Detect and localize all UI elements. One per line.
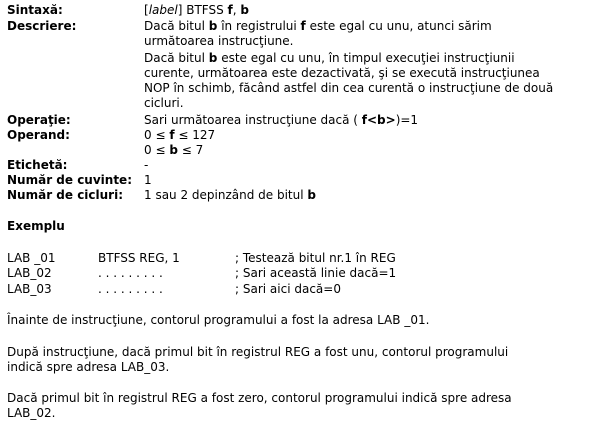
description-line: cicluri. [144, 96, 184, 110]
syntax-label: label [148, 3, 178, 17]
label-numar-cuvinte: Număr de cuvinte: [7, 173, 132, 187]
description-line: Dacă bitul b în registrului f este egal cu unu, atunci sărim [144, 19, 492, 33]
paragraph-after-line: indică spre adresa LAB_03. [7, 360, 170, 374]
paragraph-after-line: După instrucţiune, dacă primul bit în registrul REG a fost unu, contorul programului [7, 345, 509, 359]
code-row-instruction: BTFSS REG, 1 [98, 251, 180, 265]
paragraph-zero-line: Dacă primul bit în registrul REG a fost zero, contorul programului indică spre adresa [7, 391, 512, 405]
label-value: - [144, 158, 149, 172]
paragraph-before: Înainte de instrucţiune, contorul programului a fost la adresa LAB _01. [7, 313, 430, 327]
operand-b-range: 0 ≤ b ≤ 7 [144, 143, 204, 157]
label-operatie: Operaţie: [7, 113, 71, 127]
code-row-label: LAB_03 [7, 282, 52, 296]
example-heading: Exemplu [7, 219, 65, 233]
description-line: NOP în schimb, făcând astfel din cea curentă o instrucţiune de două [144, 81, 554, 95]
code-row-instruction: . . . . . . . . . [98, 282, 163, 296]
description-line: următoarea instrucţiune. [144, 34, 294, 48]
description-line: curente, următoarea este dezactivată, şi se execută instrucţiunea [144, 66, 540, 80]
label-sintaxa: Sintaxă: [7, 3, 63, 17]
syntax-value: [label] BTFSS f, b [144, 3, 249, 17]
operation-value: Sari următoarea instrucţiune dacă ( f<b>)=1 [144, 113, 419, 127]
code-row-comment: ; Sari aici dacă=0 [235, 282, 341, 296]
label-numar-cicluri: Număr de cicluri: [7, 188, 124, 202]
operand-f-range: 0 ≤ f ≤ 127 [144, 128, 216, 142]
label-descriere: Descriere: [7, 19, 77, 33]
words-value: 1 [144, 173, 152, 187]
code-row-comment: ; Sari această linie dacă=1 [235, 266, 397, 280]
label-eticheta: Etichetă: [7, 158, 68, 172]
code-row-instruction: . . . . . . . . . [98, 266, 163, 280]
paragraph-zero-line: LAB_02. [7, 406, 56, 420]
code-row-comment: ; Testează bitul nr.1 în REG [235, 251, 396, 265]
code-row-label: LAB_02 [7, 266, 52, 280]
description-line: Dacă bitul b este egal cu unu, în timpul execuţiei instrucţiunii [144, 51, 515, 65]
label-operand: Operand: [7, 128, 70, 142]
code-row-label: LAB _01 [7, 251, 56, 265]
cycles-value: 1 sau 2 depinzând de bitul b [144, 188, 316, 202]
